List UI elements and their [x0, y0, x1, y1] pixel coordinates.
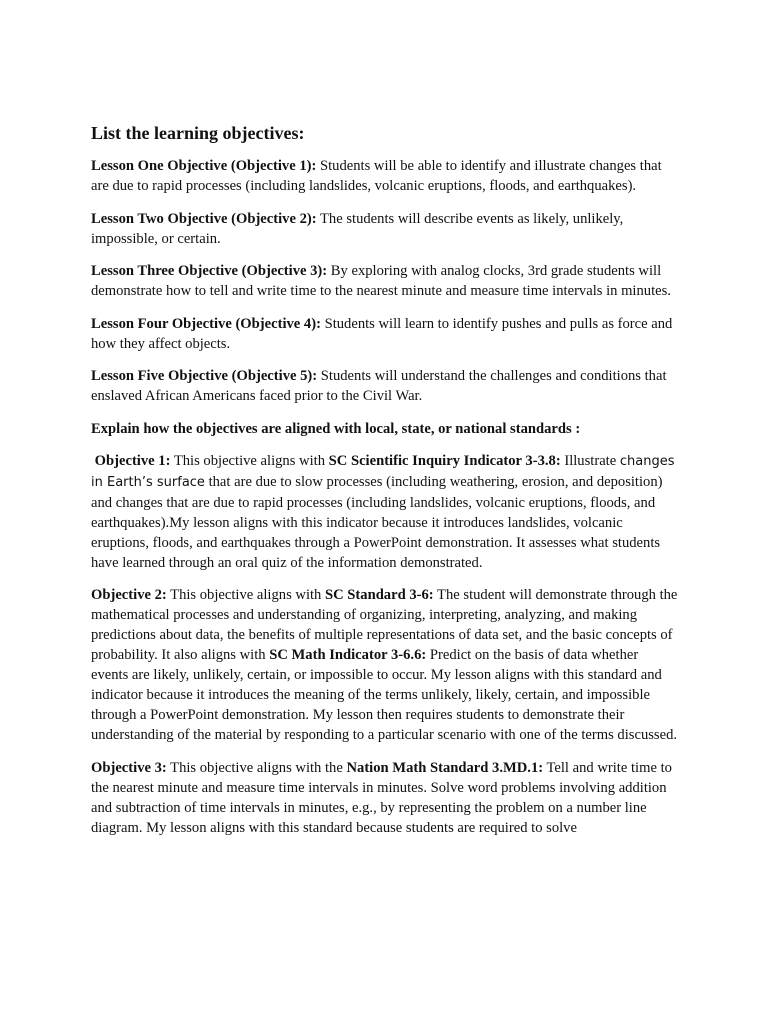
- standard-name: SC Math Indicator 3-6.6:: [269, 647, 427, 663]
- objective-text: Students will learn to identify pushes and pulls as force and how they affect objects.: [91, 315, 673, 352]
- alignment-text: This objective aligns with: [170, 452, 329, 469]
- objective-label: Lesson Four Objective (Objective 4):: [91, 315, 321, 332]
- standard-name: SC Standard 3-6:: [325, 587, 434, 603]
- objective-5: [91, 366, 678, 406]
- objective-text: Students will be able to identify and illustrate changes that are due to rapid processes (including landslides, volcanic eruptions, floods, and earthquakes).: [91, 158, 662, 194]
- alignment-objective-3: [91, 758, 678, 838]
- objective-text: By exploring with analog clocks, 3rd grade students will demonstrate how to tell and write time to the nearest minute and measure time intervals in minutes.: [91, 263, 671, 299]
- alignment-text: This objective aligns with: [166, 587, 325, 603]
- alignment-text: The student will demonstrate through the mathematical processes and understanding of organizing, interpreting, analyzing, and making predictions about data, the benefits of multiple representations of data set, and the basic concepts of probability. It also aligns with: [91, 587, 678, 663]
- alignment-text: This objective aligns with the: [166, 759, 347, 776]
- alignment-text: Predict on the basis of data whether events are likely, unlikely, certain, or impossible to occur. My lesson aligns with this standard and indicator because it introduces the meaning of the terms unlikely, likely, certain, and impossible through a PowerPoint demonstration. My lesson then requires students to demonstrate their understanding of the material by responding to a particular scenario with one of the terms discussed.: [91, 647, 678, 743]
- objective-2: [91, 209, 678, 249]
- objective-text: Students will understand the challenges and conditions that enslaved African Americans faced prior to the Civil War.: [91, 368, 667, 404]
- objective-1: [91, 156, 678, 196]
- objective-label: Lesson Two Objective (Objective 2):: [91, 210, 317, 227]
- alignment-text: that are due to slow processes (including weathering, erosion, and deposition) and changes that are due to rapid processes (including landslides, volcanic eruptions, floods, and earthquakes).My lesson aligns with this indicator because it introduces landslides, volcanic eruptions, floods, and earthquakes through a PowerPoint demonstration. It assesses what students have learned through an oral quiz of the information demonstrated.: [91, 473, 663, 571]
- objective-label: Lesson Five Objective (Objective 5):: [91, 368, 318, 384]
- objective-text: The students will describe events as likely, unlikely, impossible, or certain.: [91, 210, 624, 247]
- alignment-label: Objective 1:: [94, 452, 171, 469]
- page-title: List the learning objectives:: [91, 123, 305, 143]
- objective-3: [91, 261, 678, 301]
- standard-name: SC Scientific Inquiry Indicator 3-3.8:: [328, 452, 561, 469]
- alignment-heading: Explain how the objectives are aligned with local, state, or national standards :: [91, 420, 581, 437]
- alignment-label: Objective 2:: [91, 587, 167, 603]
- alignment-text: Tell and write time to the nearest minute and measure time intervals in minutes. Solve word problems involving addition and subtraction of time intervals in minutes, e.g., by representing the problem on a number line diagram. My lesson aligns with this standard because students are required to solve: [91, 759, 672, 836]
- alignment-objective-2: [91, 585, 678, 745]
- alignment-objective-1: [91, 451, 678, 573]
- alignment-text-sans: changes in Earth’s surface: [91, 453, 675, 490]
- alignment-label: Objective 3:: [91, 759, 167, 776]
- objective-label: Lesson Three Objective (Objective 3):: [91, 263, 328, 279]
- objective-4: [91, 314, 678, 354]
- standard-name: Nation Math Standard 3.MD.1:: [346, 759, 544, 776]
- objective-label: Lesson One Objective (Objective 1):: [91, 158, 317, 174]
- alignment-text: Illustrate: [560, 452, 620, 469]
